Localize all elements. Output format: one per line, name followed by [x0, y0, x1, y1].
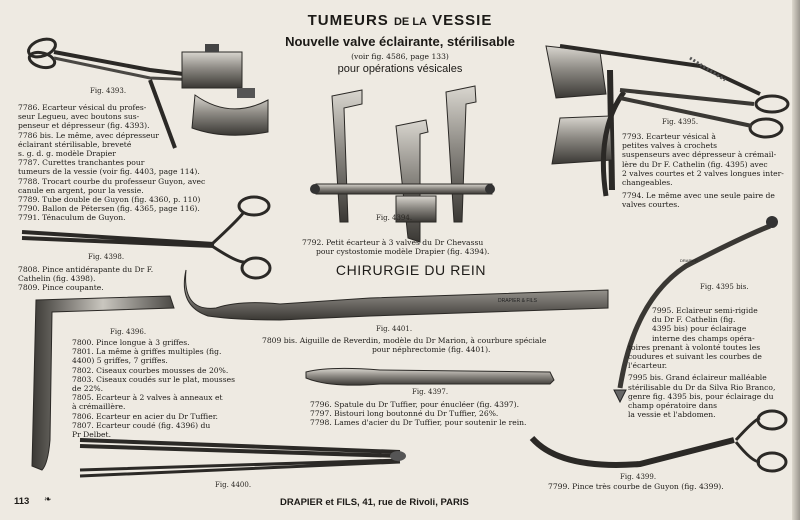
section-title: CHIRURGIE DU REIN [335, 262, 487, 278]
fig-4401-caption: Fig. 4401. [376, 325, 413, 333]
fig-4395bis-caption: Fig. 4395 bis. [700, 283, 749, 291]
title-part2: DE LA [393, 16, 427, 28]
item-line: s. g. d. g. modèle Drapier [18, 149, 116, 159]
item-line: suspenseurs avec dépresseur à crémail- [622, 150, 777, 160]
item-line: 7805. Ecarteur à 2 valves à anneaux et [72, 393, 223, 403]
center-lower-items [310, 400, 526, 428]
item-line: 2 valves courtes et 2 valves longues inter- [622, 168, 784, 178]
item-line: 7786. Ecarteur vésical du profes- [18, 103, 147, 112]
item-line: 7786 bis. Le même, avec dépresseur [18, 130, 160, 140]
needle-engraving: DRAPIER & FILS [498, 298, 537, 304]
left-items [18, 103, 205, 223]
item-line: toires prenant à volonté toutes les [628, 342, 761, 352]
item-line: coudures et suivant les courbes de [628, 352, 762, 362]
footer-publisher: DRAPIER et FILS, 41, rue de Rivoli, PARIS [280, 497, 469, 508]
fig-4396-caption: Fig. 4396. [110, 328, 147, 336]
item-line: éclairant stérilisable, breveté [18, 139, 132, 149]
item-line: 7801. La même à griffes multiples (fig. [72, 347, 222, 357]
item-line: tumeurs de la vessie (voir fig. 4403, page 114). [18, 167, 200, 177]
item-line: 7802. Ciseaux courbes mousses de 20%. [72, 365, 229, 375]
title-part1: TUMEURS [307, 12, 389, 29]
illuminator-engraving: DRAPIER [680, 258, 698, 263]
left-lower-items [72, 338, 235, 439]
item-7809bis [262, 336, 546, 354]
fig-4398-caption: Fig. 4398. [88, 253, 125, 261]
item-line: l'écarteur. [628, 361, 668, 371]
item-line: 7807. Ecarteur coudé (fig. 4396) du [72, 420, 211, 430]
item-line: 7792. Petit écarteur à 3 valves du Dr Chevassu [302, 238, 484, 247]
fig-4393-caption: Fig. 4393. [90, 87, 127, 95]
right-items-mid [628, 306, 776, 420]
item-line: 7808. Pince antidérapante du Dr F. [18, 265, 154, 274]
fig-4399-caption: Fig. 4399. [620, 473, 657, 481]
item-line: valves courtes. [622, 200, 680, 210]
item-line: lère du Dr F. Cathelin (fig. 4395) avec [622, 159, 768, 169]
item-line: champ opératoire dans [628, 401, 717, 411]
item-7808 [18, 265, 153, 293]
item-line: 7806. Ecarteur en acier du Dr Tuffier. [72, 411, 218, 421]
page-number: 113 [14, 496, 30, 507]
page-title [0, 12, 800, 29]
forceps-4399-illustration [532, 411, 786, 471]
item-line: 7791. Ténaculum de Guyon. [18, 213, 126, 223]
item-line: 7793. Ecarteur vésical à [622, 132, 716, 141]
item-line: 7790. Ballon de Pétersen (fig. 4365, page 116). [18, 204, 200, 214]
right-items-top [622, 132, 784, 210]
fig-4395-caption: Fig. 4395. [662, 118, 699, 126]
item-line: 7787. Curettes tranchantes pour [18, 158, 145, 168]
fig-4397-caption: Fig. 4397. [412, 388, 449, 396]
item-line: la vessie et l'abdomen. [628, 410, 716, 420]
fig-4400-caption: Fig. 4400. [215, 481, 252, 489]
item-line: 7803. Ciseaux coudés sur le plat, mousses [72, 374, 235, 384]
item-line: 7995 bis. Grand éclaireur malléable [628, 373, 767, 383]
item-line: du Dr F. Cathelin (fig. [652, 315, 736, 325]
fig-4394-caption: Fig. 4394. [376, 214, 413, 222]
item-line: seur Legueu, avec boutons sus- [18, 112, 140, 122]
item-line: 4395 bis) pour éclairage [652, 324, 747, 334]
item-line: 7800. Pince longue à 3 griffes. [72, 338, 190, 347]
item-line: genre fig. 4395 bis, pour éclairage du [628, 391, 774, 401]
item-line: 7797. Bistouri long boutonné du Dr Tuffier, 26%. [310, 409, 499, 419]
item-line: Pr Delbet. [72, 430, 111, 440]
item-line: 7809. Pince coupante. [18, 283, 104, 293]
item-line: pour néphrectomie (fig. 4401). [372, 345, 491, 355]
item-line: de 22%. [72, 384, 104, 394]
item-line: pour cystostomie modèle Drapier (fig. 4394). [316, 247, 490, 257]
item-line: 7995. Eclaireur semi-rigide [652, 306, 758, 315]
spatula-4397-illustration [306, 368, 554, 385]
item-line: 4400) 5 griffes, 7 griffes. [72, 356, 168, 366]
subtitle-ref: (voir fig. 4586, page 133) [351, 52, 449, 61]
item-line: à crémaillère. [72, 402, 126, 412]
subtitle2: pour opérations vésicales [337, 63, 463, 75]
item-line: changeables. [622, 178, 673, 188]
item-line: Cathelin (fig. 4398). [18, 274, 96, 284]
subtitle: Nouvelle valve éclairante, stérilisable [285, 34, 515, 49]
item-line: stérilisable du Dr da Silva Rio Branco, [628, 382, 776, 392]
item-7799: 7799. Pince très courbe de Guyon (fig. 4399). [548, 482, 724, 491]
forceps-4400-illustration [80, 440, 406, 476]
item-line: petites valves à crochets [622, 141, 718, 151]
item-line: 7794. Le même avec une seule paire de [622, 191, 775, 201]
item-line: 7788. Trocart courbe du professeur Guyon, avec [18, 176, 206, 186]
page-spine-shadow [792, 0, 800, 520]
item-line: penseur et dépresseur (fig. 4393). [18, 121, 150, 131]
item-line: 7789. Tube double de Guyon (fig. 4360, p. 110) [18, 195, 201, 205]
item-line: 7796. Spatule du Dr Tuffier, pour énucléer (fig. 4397). [310, 400, 519, 409]
title-part3: VESSIE [432, 12, 493, 29]
item-line: 7798. Lames d'acier du Dr Tuffier, pour soutenir le rein. [310, 418, 527, 428]
item-line: interne des champs opéra- [652, 333, 755, 343]
item-7792 [302, 238, 489, 256]
item-line: canule en argent, pour la vessie. [18, 185, 144, 195]
ornament-icon: ❧ [44, 495, 52, 505]
item-line: 7809 bis. Aiguille de Reverdin, modèle du Dr Marion, à courbure spéciale [262, 336, 547, 345]
